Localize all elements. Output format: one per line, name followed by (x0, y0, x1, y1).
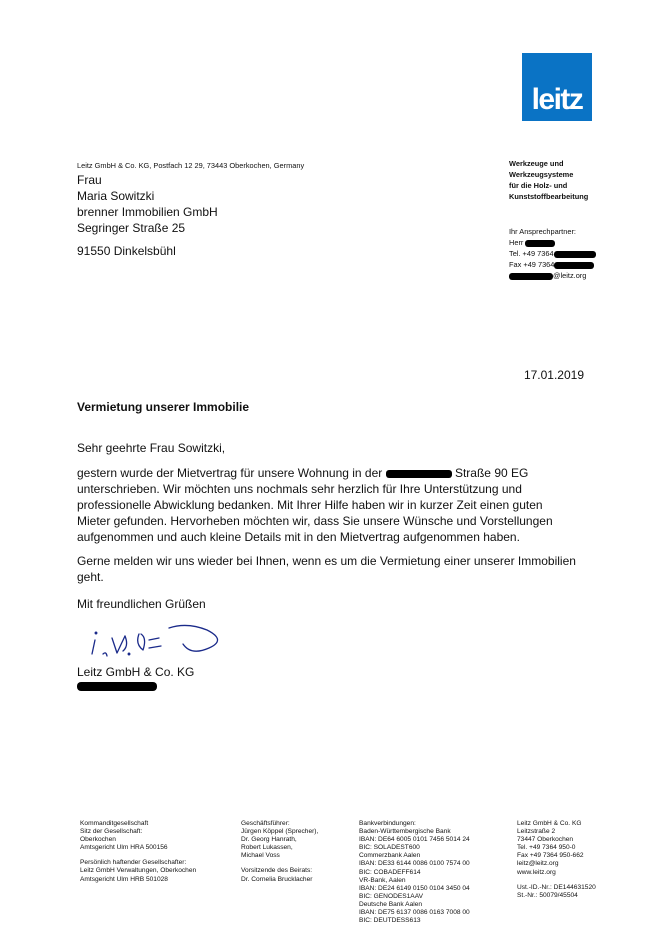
footer-line: BIC: GENODES1AAV (359, 892, 424, 900)
tagline-line: Kunststoffbearbeitung (509, 192, 589, 201)
footer-line: IBAN: DE24 6149 0150 0104 3450 04 (359, 884, 470, 892)
footer-col-banks (359, 820, 470, 925)
body-line: unterschrieben. Wir möchten uns nochmals sehr herzlich für Ihre Unterstützung und (77, 482, 522, 496)
body-paragraph-2 (77, 553, 597, 585)
footer-line: Bankverbindungen: (359, 820, 416, 827)
contact-name: Herr (509, 237, 596, 248)
footer-line: Deutsche Bank Aalen (359, 900, 423, 908)
tagline-line: für die Holz- und (509, 181, 568, 190)
footer-col-legal (80, 820, 196, 884)
footer-line: BIC: SOLADEST600 (359, 844, 420, 852)
contact-block (509, 226, 596, 281)
footer-line: IBAN: DE75 6137 0086 0163 7008 00 (359, 909, 470, 917)
recipient-address (77, 172, 218, 236)
recipient-line: Segringer Straße 25 (77, 221, 186, 235)
footer-line: Fax +49 7364 950-662 (517, 852, 584, 860)
signature-company: Leitz GmbH & Co. KG (77, 665, 195, 679)
redacted-signer-name (77, 682, 157, 691)
footer-line: IBAN: DE64 6005 0101 7456 5014 24 (359, 836, 470, 844)
footer-line: Ust.-ID.-Nr.: DE144631520 (517, 883, 596, 891)
footer-line: Jürgen Köppel (Sprecher), (241, 828, 319, 836)
footer-line: Commerzbank Aalen (359, 852, 421, 860)
company-tagline (509, 158, 588, 202)
footer-line: St.-Nr.: 50079/45504 (517, 891, 578, 899)
footer-line: VR-Bank, Aalen (359, 876, 406, 884)
footer-line: Oberkochen (80, 836, 116, 844)
footer-line: Amtsgericht Ulm HRA 500156 (80, 844, 168, 852)
body-line: professionelle Abwicklung bedanken. Mit Ihrer Hilfe haben wir in kurzer Zeit einen guten (77, 498, 543, 512)
footer-line: Leitzstraße 2 (517, 828, 556, 836)
body-paragraph-1 (77, 465, 597, 545)
logo-text: leitz (531, 83, 583, 116)
footer-line: www.leitz.org (517, 868, 556, 876)
contact-tel: Tel. +49 7364 (509, 248, 596, 259)
contact-heading: Ihr Ansprechpartner: (509, 227, 576, 236)
footer-line: leitz@leitz.org (517, 860, 559, 868)
footer-col-management (241, 820, 318, 884)
recipient-city: 91550 Dinkelsbühl (77, 244, 176, 258)
footer-line: BIC: DEUTDESS613 (359, 917, 421, 925)
closing: Mit freundlichen Grüßen (77, 597, 206, 611)
sender-line: Leitz GmbH & Co. KG, Postfach 12 29, 73443 Oberkochen, Germany (77, 161, 305, 170)
recipient-line: Maria Sowitzki (77, 189, 155, 203)
tagline-line: Werkzeugsysteme (509, 170, 574, 179)
body-line: gestern wurde der Mietvertrag für unsere Wohnung in der Straße 90 EG (77, 466, 529, 480)
redacted-email (509, 273, 553, 280)
footer-line: Sitz der Gesellschaft: (80, 828, 143, 836)
redacted-street (386, 470, 452, 478)
footer-line: BIC: COBADEFF614 (359, 868, 421, 876)
footer-line: Amtsgericht Ulm HRB 501028 (80, 875, 168, 883)
footer-line: IBAN: DE33 6144 0086 0100 7574 00 (359, 860, 470, 868)
letter-date: 17.01.2019 (523, 368, 584, 382)
footer-line: Michael Voss (241, 852, 280, 860)
redacted-tel (554, 251, 596, 258)
contact-fax: Fax +49 7364 (509, 259, 596, 270)
body-line: Mieter gefunden. Hervorheben möchten wir, dass Sie unsere Wünsche und Vorstellungen (77, 514, 553, 528)
footer-line: 73447 Oberkochen (517, 836, 574, 844)
letter-subject: Vermietung unserer Immobilie (77, 400, 250, 414)
salutation: Sehr geehrte Frau Sowitzki, (77, 441, 226, 455)
footer-line: Geschäftsführer: (241, 820, 290, 827)
redacted-name (525, 240, 555, 247)
signature (87, 618, 237, 660)
footer-line: Tel. +49 7364 950-0 (517, 844, 576, 852)
body-line: aufgenommen und auch kleine Details mit in den Mietvertrag aufgenommen haben. (77, 530, 520, 544)
footer-line: Kommanditgesellschaft (80, 820, 149, 827)
footer-line: Dr. Cornelia Brucklacher (241, 875, 313, 883)
body-line: Gerne melden wir uns wieder bei Ihnen, wenn es um die Vermietung einer unserer Immobilien (77, 554, 576, 568)
footer-line: Baden-Württembergische Bank (359, 828, 451, 836)
footer-line: Persönlich haftender Gesellschafter: (80, 859, 187, 867)
footer-line: Robert Lukassen, (241, 844, 293, 852)
footer-line: Vorsitzende des Beirats: (241, 867, 313, 875)
footer-line: Leitz GmbH & Co. KG (517, 820, 582, 827)
recipient-line: brenner Immobilien GmbH (77, 205, 218, 219)
body-line: geht. (77, 570, 104, 584)
footer-line: Leitz GmbH Verwaltungen, Oberkochen (80, 867, 197, 875)
tagline-line: Werkzeuge und (509, 159, 564, 168)
footer-col-address (517, 820, 596, 900)
recipient-line: Frau (77, 173, 102, 187)
redacted-fax (554, 262, 594, 269)
leitz-logo (522, 53, 592, 121)
footer-line: Dr. Georg Hanrath, (241, 836, 297, 844)
contact-email: @leitz.org (509, 270, 596, 281)
